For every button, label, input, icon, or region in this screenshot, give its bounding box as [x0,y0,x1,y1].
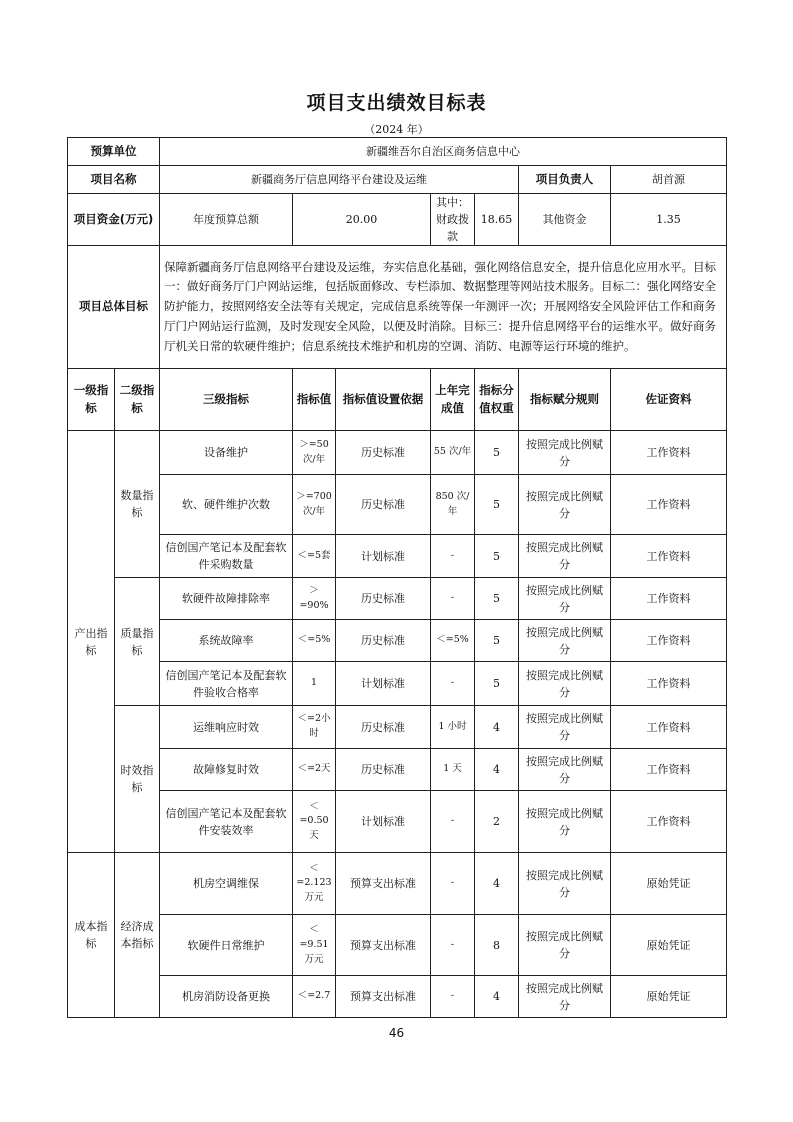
indicator-evidence: 工作资料 [611,662,727,706]
indicator-basis: 历史标准 [336,578,431,620]
indicator-weight: 5 [475,535,519,578]
header-evidence: 佐证资料 [611,369,727,431]
indicator-name: 系统故障率 [160,620,293,662]
indicator-name: 运维响应时效 [160,706,293,749]
indicator-weight: 4 [475,706,519,749]
header-level1: 一级指标 [68,369,115,431]
annual-total-label: 年度预算总额 [160,194,293,246]
indicator-weight: 5 [475,578,519,620]
indicator-rule: 按照完成比例赋分 [519,578,611,620]
table-row [68,853,727,915]
indicator-header-row [68,369,727,431]
header-weight: 指标分值权重 [475,369,519,431]
indicator-name: 故障修复时效 [160,749,293,791]
page-number: 46 [388,1026,405,1040]
indicator-last-year: 850 次/年 [431,475,475,535]
fiscal-alloc-value: 18.65 [475,194,519,246]
indicator-basis: 历史标准 [336,431,431,475]
group-output: 产出指标 [68,431,115,853]
table-row [68,749,727,791]
indicator-evidence: 原始凭证 [611,853,727,915]
indicator-rule: 按照完成比例赋分 [519,620,611,662]
year-label: （2024 年） [364,123,429,136]
indicator-last-year: 1 小时 [431,706,475,749]
indicator-basis: 计划标准 [336,535,431,578]
indicator-name: 设备维护 [160,431,293,475]
indicator-name: 软硬件日常维护 [160,915,293,976]
indicator-value: ＞=700次/年 [293,475,336,535]
indicator-weight: 5 [475,431,519,475]
indicator-basis: 计划标准 [336,662,431,706]
indicator-name: 软硬件故障排除率 [160,578,293,620]
indicator-evidence: 工作资料 [611,535,727,578]
indicator-basis: 历史标准 [336,749,431,791]
indicator-value: ＞=50次/年 [293,431,336,475]
indicator-rule: 按照完成比例赋分 [519,915,611,976]
indicator-value: ＜=2小时 [293,706,336,749]
table-row [68,431,727,475]
project-funds-row [68,194,727,246]
indicator-last-year: ＜=5% [431,620,475,662]
indicator-basis: 历史标准 [336,475,431,535]
header-basis: 指标值设置依据 [336,369,431,431]
indicator-last-year: - [431,791,475,853]
header-last-year: 上年完成值 [431,369,475,431]
indicator-weight: 5 [475,475,519,535]
header-value: 指标值 [293,369,336,431]
indicator-value: ＜=2.123万元 [293,853,336,915]
table-row [68,976,727,1018]
indicator-value: 1 [293,662,336,706]
indicator-rule: 按照完成比例赋分 [519,749,611,791]
overall-goal-row [68,246,727,369]
other-funds-value: 1.35 [611,194,727,246]
performance-table [67,137,727,1018]
indicator-basis: 历史标准 [336,620,431,662]
indicator-last-year: - [431,662,475,706]
project-name-row [68,166,727,194]
annual-total-value: 20.00 [293,194,431,246]
table-row [68,578,727,620]
indicator-evidence: 工作资料 [611,620,727,662]
indicator-rule: 按照完成比例赋分 [519,662,611,706]
table-row [68,662,727,706]
indicator-basis: 计划标准 [336,791,431,853]
indicator-weight: 8 [475,915,519,976]
indicator-evidence: 原始凭证 [611,976,727,1018]
indicator-last-year: 1 天 [431,749,475,791]
indicator-weight: 4 [475,749,519,791]
indicator-basis: 预算支出标准 [336,915,431,976]
group-cost: 成本指标 [68,853,115,1018]
indicator-value: ＜=2天 [293,749,336,791]
subgroup-quantity: 数量指标 [115,431,160,578]
budget-unit-row [68,138,727,166]
table-row [68,475,727,535]
indicator-value: ＞=90% [293,578,336,620]
indicator-rule: 按照完成比例赋分 [519,535,611,578]
project-name-label: 项目名称 [68,166,160,194]
page-title: 项目支出绩效目标表 [306,92,487,114]
table-row [68,706,727,749]
indicator-evidence: 工作资料 [611,475,727,535]
overall-goal-text: 保障新疆商务厅信息网络平台建设及运维，夯实信息化基础，强化网络信息安全，提升信息化应用水平。目标一：做好商务厅门户网站运维，包括版面修改、专栏添加、数据整理等网站技术服务。目标二：强化网络安全防护能力，按照网络安全法等有关规定，完成信息系统等保一年测评一次；开展网络安全风险评估工作和商务厅门户网站运行监测，及时发现安全风险，以便及时消除。目标三：提升信息网络平台的运维水平。做好商务厅机关日常的软硬件维护；信息系统技术维护和机房的空调、消防、电源等运行环境的维护。 [160,246,727,369]
indicator-evidence: 工作资料 [611,578,727,620]
indicator-name: 信创国产笔记本及配套软件安装效率 [160,791,293,853]
indicator-basis: 预算支出标准 [336,853,431,915]
indicator-rule: 按照完成比例赋分 [519,475,611,535]
indicator-rule: 按照完成比例赋分 [519,791,611,853]
indicator-value: ＜=2.7 [293,976,336,1018]
indicator-name: 机房空调维保 [160,853,293,915]
indicator-evidence: 原始凭证 [611,915,727,976]
budget-unit-value: 新疆维吾尔自治区商务信息中心 [160,138,727,166]
indicator-rule: 按照完成比例赋分 [519,431,611,475]
other-funds-label: 其他资金 [519,194,611,246]
project-funds-label: 项目资金(万元) [68,194,160,246]
table-row [68,620,727,662]
budget-unit-label: 预算单位 [68,138,160,166]
header-scoring: 指标赋分规则 [519,369,611,431]
project-leader-label: 项目负责人 [519,166,611,194]
indicator-evidence: 工作资料 [611,791,727,853]
indicator-evidence: 工作资料 [611,431,727,475]
project-leader-value: 胡首源 [611,166,727,194]
indicator-evidence: 工作资料 [611,749,727,791]
indicator-basis: 历史标准 [336,706,431,749]
header-level3: 三级指标 [160,369,293,431]
indicator-basis: 预算支出标准 [336,976,431,1018]
indicator-weight: 4 [475,976,519,1018]
indicator-weight: 4 [475,853,519,915]
indicator-weight: 5 [475,620,519,662]
indicator-name: 信创国产笔记本及配套软件验收合格率 [160,662,293,706]
subgroup-quality: 质量指标 [115,578,160,706]
indicator-name: 机房消防设备更换 [160,976,293,1018]
indicator-rule: 按照完成比例赋分 [519,853,611,915]
indicator-value: ＜=5% [293,620,336,662]
table-row [68,915,727,976]
indicator-value: ＜=9.51万元 [293,915,336,976]
indicator-last-year: - [431,915,475,976]
table-row [68,535,727,578]
indicator-weight: 5 [475,662,519,706]
indicator-value: ＜=0.50天 [293,791,336,853]
fiscal-alloc-label: 其中：财政拨款 [431,194,475,246]
indicator-rule: 按照完成比例赋分 [519,976,611,1018]
subgroup-economic: 经济成本指标 [115,853,160,1018]
table-row [68,791,727,853]
indicator-value: ＜=5套 [293,535,336,578]
subgroup-timeliness: 时效指标 [115,706,160,853]
indicator-evidence: 工作资料 [611,706,727,749]
indicator-rule: 按照完成比例赋分 [519,706,611,749]
indicator-last-year: - [431,535,475,578]
indicator-last-year: - [431,976,475,1018]
indicator-name: 软、硬件维护次数 [160,475,293,535]
indicator-last-year: - [431,578,475,620]
header-level2: 二级指标 [115,369,160,431]
project-name-value: 新疆商务厅信息网络平台建设及运维 [160,166,519,194]
indicator-name: 信创国产笔记本及配套软件采购数量 [160,535,293,578]
indicator-last-year: 55 次/年 [431,431,475,475]
overall-goal-label: 项目总体目标 [68,246,160,369]
indicator-weight: 2 [475,791,519,853]
indicator-last-year: - [431,853,475,915]
